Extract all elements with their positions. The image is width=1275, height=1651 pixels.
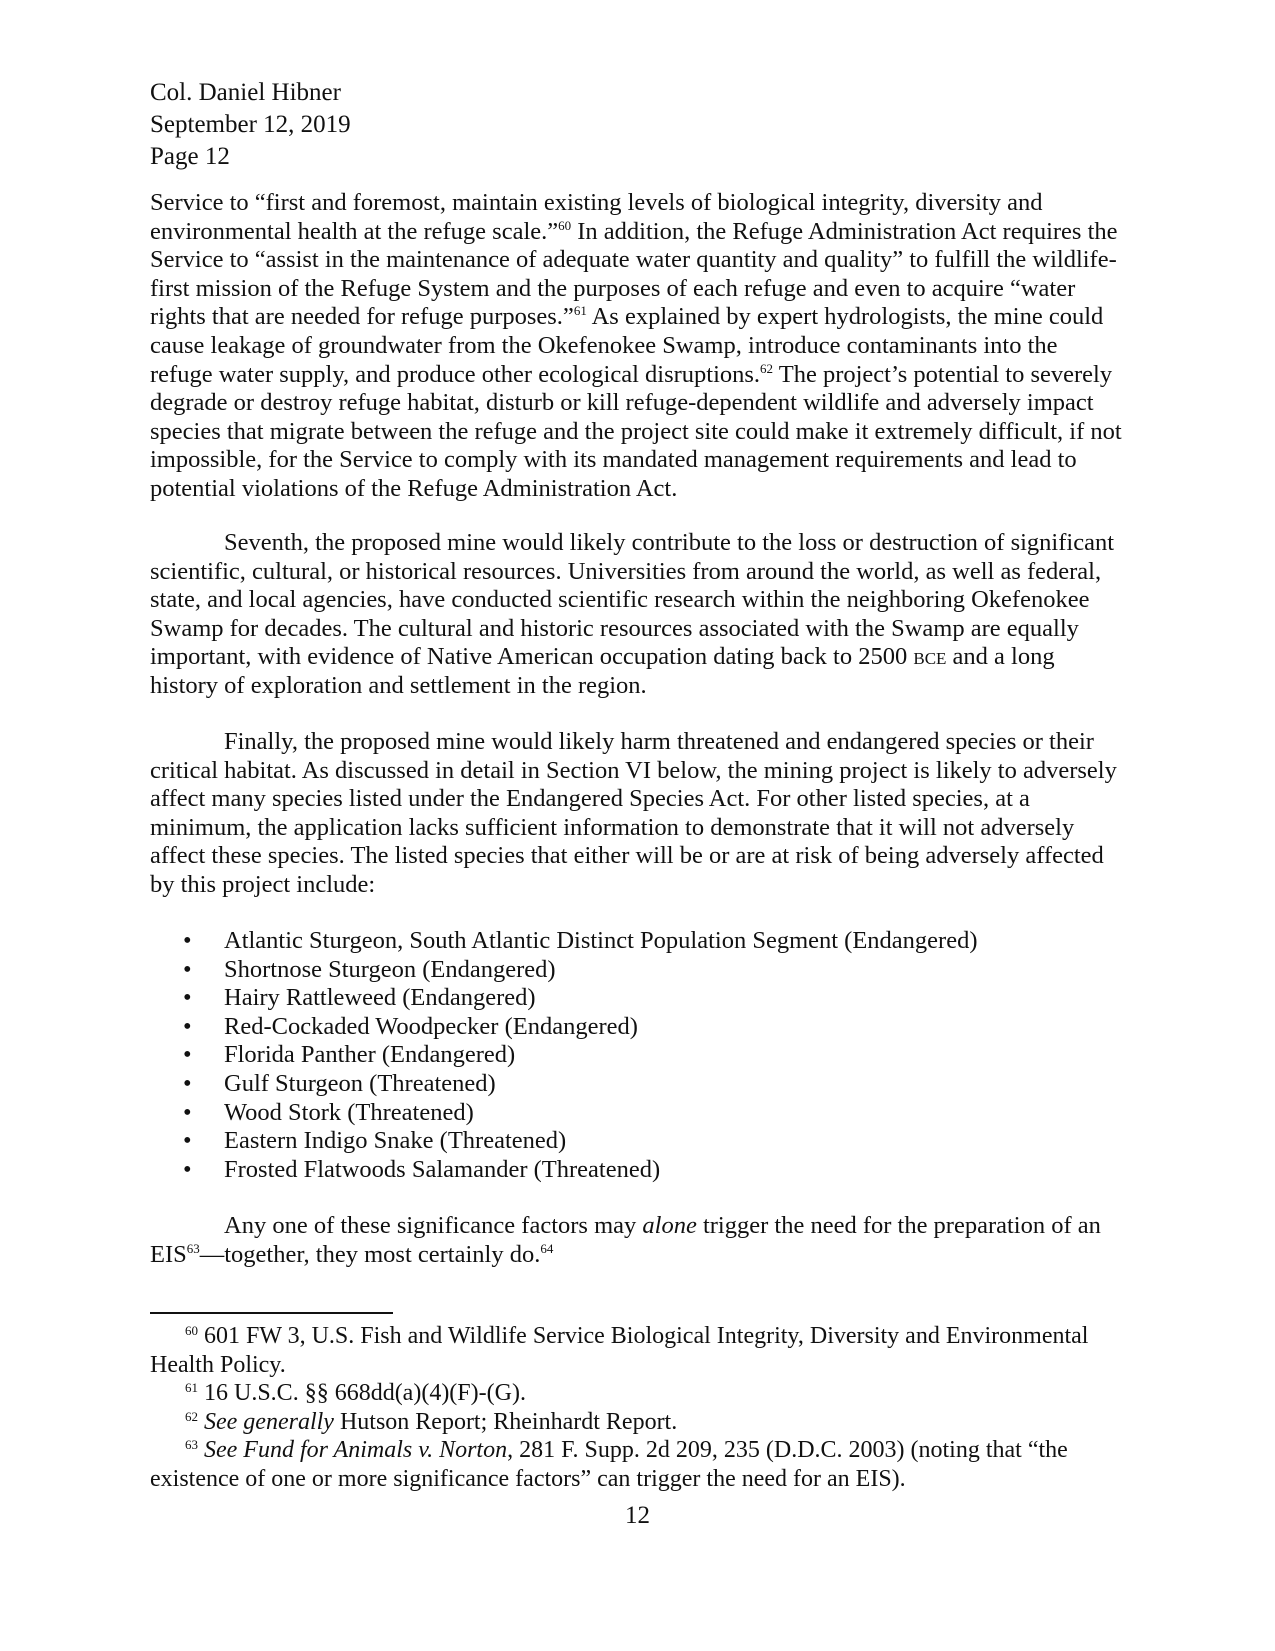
bullet-icon: • <box>183 1098 192 1126</box>
footnote-62: $^{62}$ See generally Hutson Report; Rheinhardt Report. <box>185 1408 678 1435</box>
paragraph-conclusion <box>150 1212 1126 1269</box>
footnote-ref-63: 63 <box>186 1240 200 1256</box>
paragraph-seventh <box>150 529 1126 701</box>
recipient-line: Col. Daniel Hibner <box>150 79 341 106</box>
letter-header <box>150 77 550 173</box>
footnote-separator <box>150 1312 393 1314</box>
species-list <box>150 927 1126 1184</box>
paragraph-text: Service to “first and foremost, maintain existing levels of biological integrity, diversity and environmental health at the refuge scale.”$^{60}$ In addition, the Refuge Administration Act requires the Service to “assist in the maintenance of adequate water quantity and quality” to fulfill the wildlife-first mission of the Refuge System and the purposes of each refuge and even to acquire “water rights that are needed for refuge purposes.”$^{61}$ As explained by expert hydrologists, the mine could cause leakage of groundwater from the Okefenokee Swamp, introduce contaminants into the refuge water supply, and produce other ecological disruptions.$^{62}$ The project’s potential to severely degrade or destroy refuge habitat, disturb or kill refuge-dependent wildlife and adversely impact species that migrate between the refuge and the project site could make it extremely difficult, if not impossible, for the Service to comply with its mandated management requirements and lead to potential violations of the Refuge Administration Act. <box>150 189 1122 502</box>
list-item: • Eastern Indigo Snake (Threatened) <box>183 1127 567 1155</box>
date-line: September 12, 2019 <box>150 111 351 138</box>
footnote-63: $^{63}$ See Fund for Animals v. Norton, 281 F. Supp. 2d 209, 235 (D.D.C. 2003) (noting that “the existence of one or more significance factors” can trigger the need for an EIS). <box>150 1437 1068 1492</box>
paragraph-text: Seventh, the proposed mine would likely contribute to the loss or destruction of significant scientific, cultural, or historical resources. Universities from around the world, as well as federal, state, and local agencies, have conducted scientific research within the neighboring Okefenokee Swamp for decades. The cultural and historic resources associated with the Swamp are equally important, with evidence of Native American occupation dating back to 2500 bce and a long history of exploration and settlement in the region. <box>150 529 1115 699</box>
bullet-icon: • <box>183 1127 192 1155</box>
bullet-icon: • <box>183 927 192 954</box>
footnote-ref-61: 61 <box>573 303 587 319</box>
paragraph-text: Any one of these significance factors may alone trigger the need for the preparation of an EIS$^{63}$—together, they most certainly do.$^{64}$ <box>150 1212 1101 1268</box>
bullet-icon: • <box>183 1012 192 1040</box>
footnote-ref-62: 62 <box>760 360 774 376</box>
footnote-61: $^{61}$ 16 U.S.C. §§ 668dd(a)(4)(F)-(G). <box>185 1380 526 1407</box>
list-item: • Florida Panther (Endangered) <box>183 1041 516 1069</box>
list-item: • Wood Stork (Threatened) <box>183 1098 474 1126</box>
page-label: Page 12 <box>150 143 230 170</box>
paragraph-refuge-administration <box>150 189 1126 504</box>
list-item: • Gulf Sturgeon (Threatened) <box>183 1069 496 1097</box>
bullet-icon: • <box>183 984 192 1012</box>
bullet-icon: • <box>183 1069 192 1097</box>
footnote-60: $^{60}$ 601 FW 3, U.S. Fish and Wildlife Service Biological Integrity, Diversity and Environmental Health Policy. <box>150 1323 1089 1378</box>
footnotes <box>150 1322 1126 1494</box>
footnote-ref-60: 60 <box>558 217 572 233</box>
bullet-icon: • <box>183 1155 192 1183</box>
list-item: • Shortnose Sturgeon (Endangered) <box>183 955 556 983</box>
paragraph-text: Finally, the proposed mine would likely harm threatened and endangered species or their critical habitat. As discussed in detail in Section VI below, the mining project is likely to adversely affect many species listed under the Endangered Species Act. For other listed species, at a minimum, the application lacks sufficient information to demonstrate that it will not adversely affect these species. The listed species that either will be or are at risk of being adversely affected by this project include: <box>150 728 1117 898</box>
bullet-icon: • <box>183 1041 192 1069</box>
page-number: 12 <box>625 1502 650 1529</box>
list-item: • Red-Cockaded Woodpecker (Endangered) <box>183 1012 638 1040</box>
paragraph-finally <box>150 728 1126 900</box>
bullet-icon: • <box>183 955 192 983</box>
footnote-ref-64: 64 <box>540 1240 554 1256</box>
era-abbreviation: bce <box>913 643 947 671</box>
list-item: • Atlantic Sturgeon, South Atlantic Distinct Population Segment (Endangered) <box>183 927 978 954</box>
list-item: • Frosted Flatwoods Salamander (Threatened) <box>183 1155 661 1183</box>
emphasis-alone: alone <box>642 1212 697 1239</box>
list-item: • Hairy Rattleweed (Endangered) <box>183 984 536 1012</box>
